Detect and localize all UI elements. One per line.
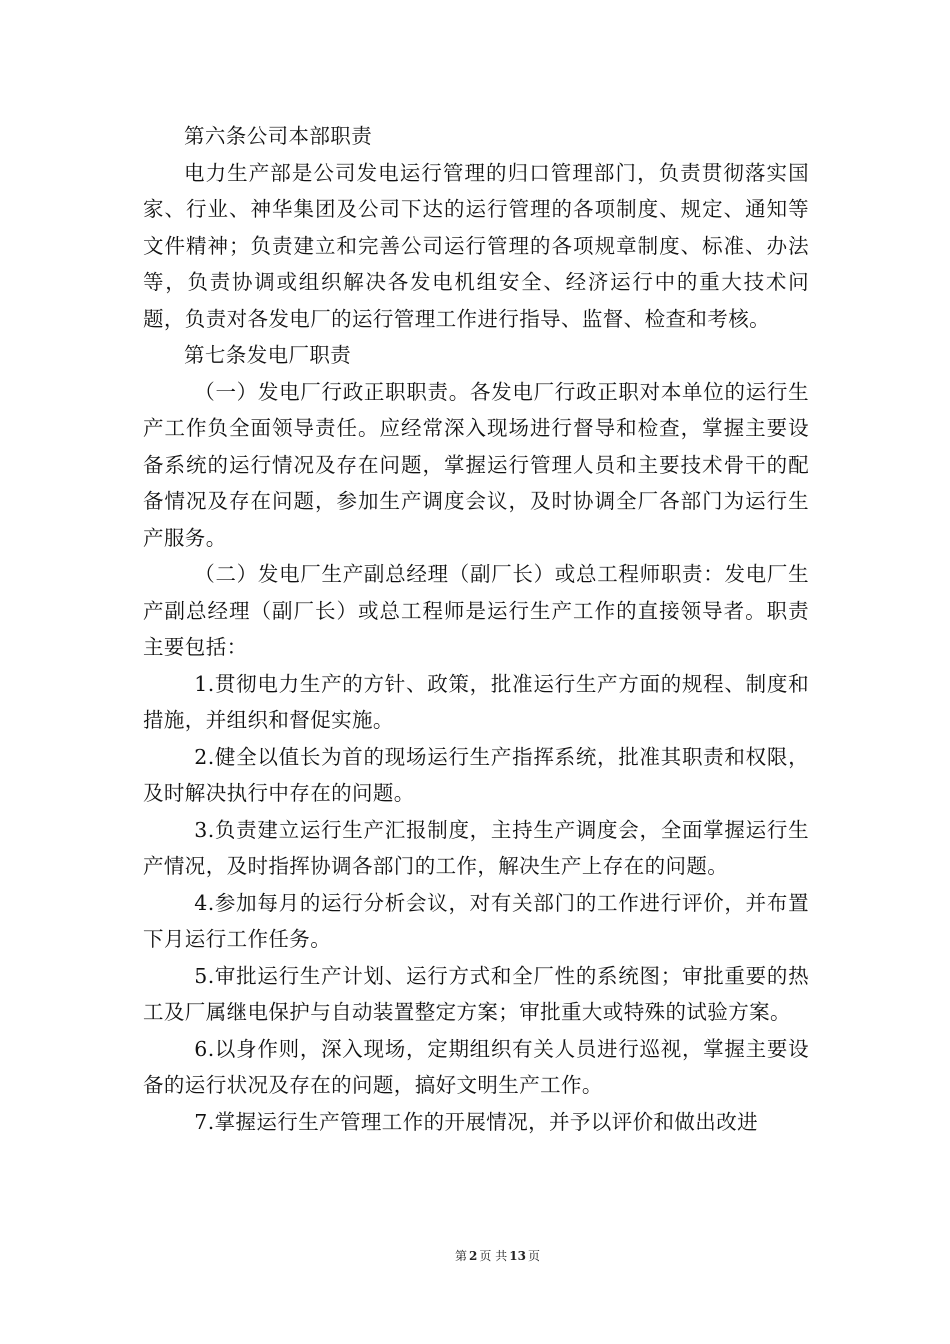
list-item-3: 3.负责建立运行生产汇报制度，主持生产调度会，全面掌握运行生产情况，及时指挥协调各部门的工作，解决生产上存在的问题。 [143, 817, 809, 878]
total-pages-number: 13 [509, 1249, 526, 1263]
article-7-heading: 第七条发电厂职责 [184, 343, 352, 367]
article-6-heading: 第六条公司本部职责 [184, 124, 373, 148]
current-page-number: 2 [469, 1249, 478, 1263]
footer-prefix: 第 [455, 1249, 468, 1263]
paragraph-production-dept: 电力生产部是公司发电运行管理的归口管理部门，负责贯彻落实国家、行业、神华集团及公司下达的运行管理的各项制度、规定、通知等文件精神；负责建立和完善公司运行管理的各项规章制度、标准、办法等，负责协调或组织解决各发电机组安全、经济运行中的重大技术问题，负责对各发电厂的运行管理工作进行指导、监督、检查和考核。 [143, 160, 809, 331]
list-item-5: 5.审批运行生产计划、运行方式和全厂性的系统图；审批重要的热工及厂属继电保护与自动装置整定方案；审批重大或特殊的试验方案。 [143, 963, 809, 1024]
list-item-4: 4.参加每月的运行分析会议，对有关部门的工作进行评价，并布置下月运行工作任务。 [143, 890, 809, 951]
paragraph-plant-head-duties: （一）发电厂行政正职职责。各发电厂行政正职对本单位的运行生产工作负全面领导责任。应经常深入现场进行督导和检查，掌握主要设备系统的运行情况及存在问题，掌握运行管理人员和主要技术骨干的配备情况及存在问题，参加生产调度会议，及时协调全厂各部门为运行生产服务。 [143, 379, 809, 550]
list-item-1: 1.贯彻电力生产的方针、政策，批准运行生产方面的规程、制度和措施，并组织和督促实施。 [143, 671, 809, 732]
document-body [143, 118, 809, 1140]
footer-middle: 页 共 [479, 1249, 508, 1263]
list-item-2: 2.健全以值长为首的现场运行生产指挥系统，批准其职责和权限，及时解决执行中存在的问题。 [143, 744, 809, 805]
list-item-6: 6.以身作则，深入现场，定期组织有关人员进行巡视，掌握主要设备的运行状况及存在的问题，搞好文明生产工作。 [143, 1036, 809, 1097]
list-item-7: 7.掌握运行生产管理工作的开展情况，并予以评价和做出改进 [194, 1109, 759, 1134]
page-footer [0, 1247, 950, 1264]
paragraph-deputy-manager-duties: （二）发电厂生产副总经理（副厂长）或总工程师职责：发电厂生产副总经理（副厂长）或总工程师是运行生产工作的直接领导者。职责主要包括： [143, 562, 809, 659]
footer-suffix: 页 [527, 1249, 540, 1263]
